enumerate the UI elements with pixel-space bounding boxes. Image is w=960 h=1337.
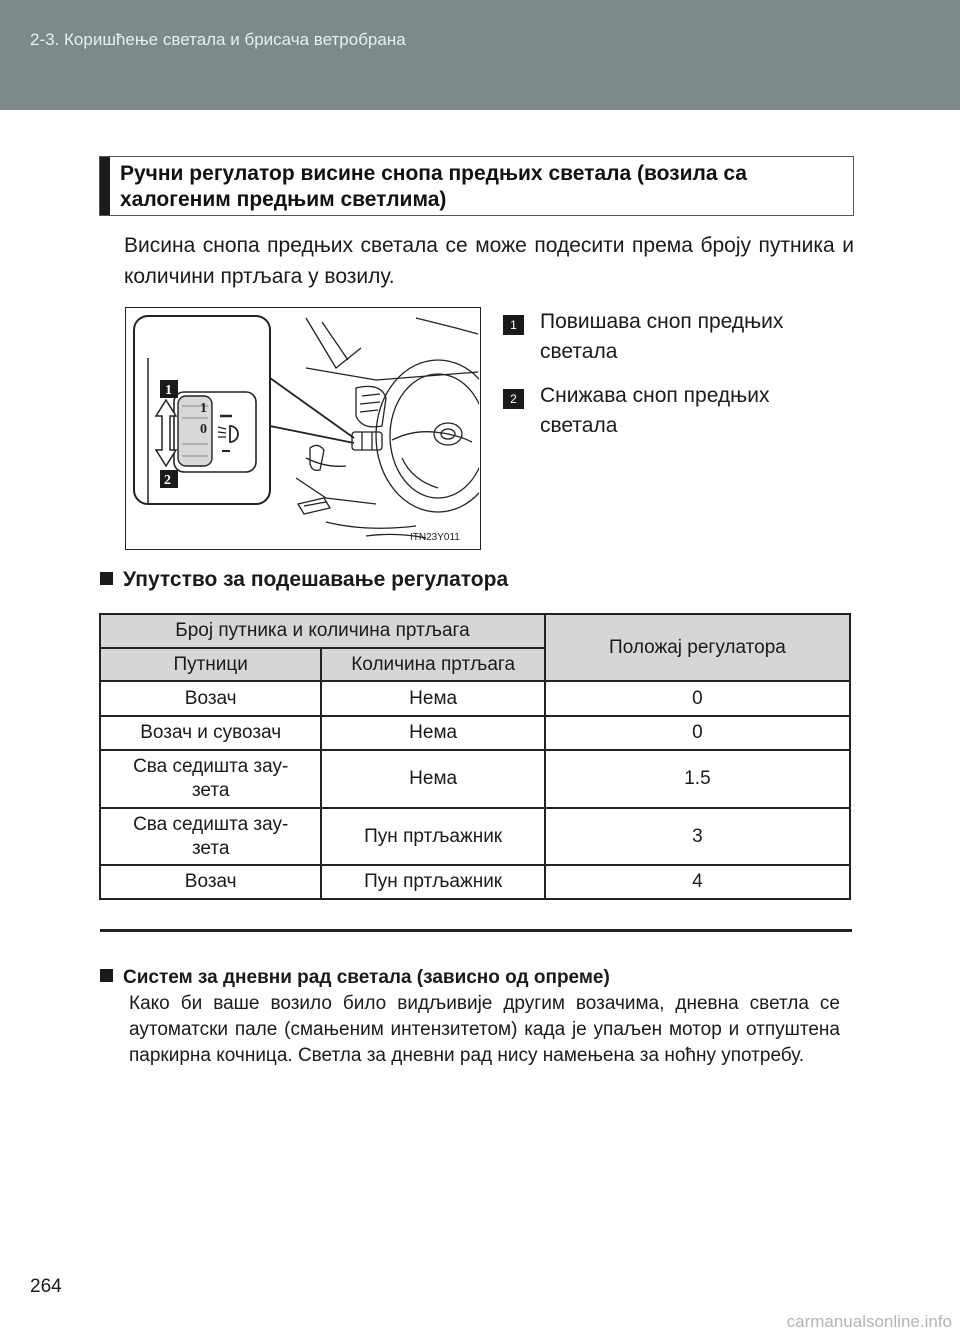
- guide-heading: [100, 568, 508, 592]
- position-cell: 4: [545, 865, 850, 899]
- luggage-cell: Пун пртљажник: [321, 865, 544, 899]
- guide-heading-text: Упутство за подешавање регулатора: [123, 568, 509, 591]
- header-position-cell: Положај регулатора: [545, 614, 850, 681]
- passengers-cell: Сва седишта зау- зета: [100, 808, 321, 865]
- drl-note: [100, 965, 840, 1069]
- header-band: [0, 0, 960, 110]
- passengers-cell: Сва седишта зау- зета: [100, 750, 321, 808]
- adjustment-table: [99, 613, 851, 900]
- intro-paragraph: Висина снопа предњих светала се може подесити према броју путника и количини пртљага у возилу.: [124, 234, 854, 288]
- header-passengers-cell: Путници: [100, 648, 321, 681]
- section-title-box: [99, 156, 854, 216]
- headlight-leveling-figure: [125, 307, 481, 550]
- luggage-cell: Нема: [321, 681, 544, 716]
- square-bullet-icon: [100, 572, 113, 585]
- header-luggage-cell: Количина пртљага: [321, 648, 544, 681]
- legend-text: Снижава сноп предњих светала: [540, 384, 770, 437]
- section-title-bar: [100, 157, 110, 215]
- table-row: [100, 750, 850, 808]
- page-number: 264: [30, 1276, 62, 1297]
- watermark: carmanualsonline.info: [786, 1312, 952, 1331]
- legend-item-lower: [503, 381, 833, 441]
- luggage-cell: Нема: [321, 716, 544, 750]
- figure-label-2: 2: [164, 473, 171, 488]
- section-breadcrumb: 2-3. Коришћење светала и брисача ветробрана: [30, 30, 406, 49]
- legend-text: Повишава сноп предњих светала: [540, 310, 784, 363]
- table-row: [100, 716, 850, 750]
- figure-code: ITN23Y011: [410, 532, 460, 543]
- position-cell: 1.5: [545, 750, 850, 808]
- position-cell: 3: [545, 808, 850, 865]
- square-bullet-icon: [100, 969, 113, 982]
- dashboard-illustration: [126, 308, 479, 548]
- table-row: [100, 865, 850, 899]
- dashboard-drawing: [296, 318, 479, 538]
- position-cell: 0: [545, 716, 850, 750]
- luggage-cell: Нема: [321, 750, 544, 808]
- header-group-cell: Број путника и количина пртљага: [100, 614, 545, 648]
- dial-mark-0: 0: [200, 422, 207, 437]
- section-divider: [100, 929, 852, 932]
- table-row: [100, 681, 850, 716]
- position-cell: 0: [545, 681, 850, 716]
- section-title: Ручни регулатор висине снопа предњих светала (возила са халогеним предњим светлима): [120, 162, 747, 211]
- note-title-text: Систем за дневни рад светала (зависно од опреме): [123, 967, 610, 988]
- luggage-cell: Пун пртљажник: [321, 808, 544, 865]
- legend-num-badge: 2: [503, 389, 524, 409]
- passengers-cell: Возач и сувозач: [100, 716, 321, 750]
- figure-label-1: 1: [165, 383, 172, 398]
- passengers-cell: Возач: [100, 681, 321, 716]
- legend-num-badge: 1: [503, 315, 524, 335]
- dial-mark-1: 1: [200, 401, 207, 416]
- note-title: [100, 965, 840, 991]
- note-body: Како би ваше возило било видљивије другим возачима, дневна светла се аутоматски пале (смањеним интензитетом) када је упаљен мотор и отпуштена паркирна кочница. Светла за дневни рад нису намењена за ноћну употребу.: [129, 993, 840, 1066]
- legend-item-raise: [503, 307, 833, 367]
- table-row: [100, 808, 850, 865]
- passengers-cell: Возач: [100, 865, 321, 899]
